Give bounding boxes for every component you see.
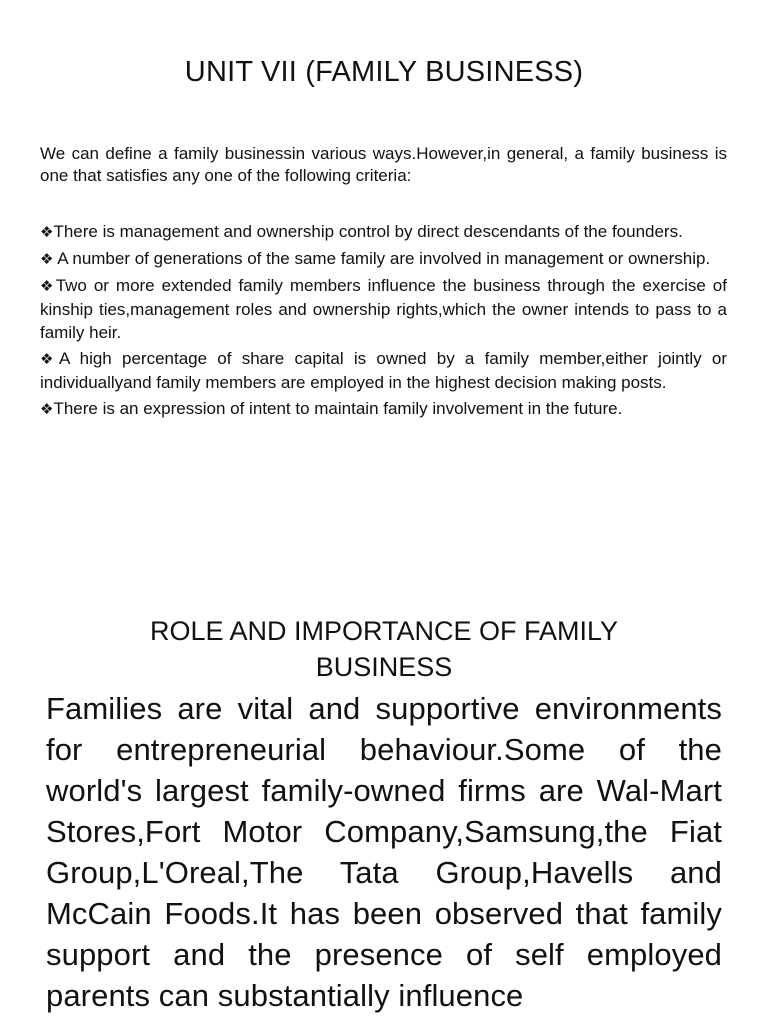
diamond-bullet-icon: ❖: [40, 401, 54, 418]
criteria-text: A high percentage of share capital is owned by a family member,either jointly or individuallyand family members are employed in the highest decision making posts.: [40, 349, 727, 392]
intro-paragraph: We can define a family businessin various ways.However,in general, a family business is one that satisfies any one of the following criteria:: [40, 144, 727, 185]
page-title: UNIT VII (FAMILY BUSINESS): [184, 56, 584, 88]
section-heading: ROLE AND IMPORTANCE OF FAMILY BUSINESS: [149, 616, 619, 682]
criteria-text: There is management and ownership control by direct descendants of the founders.: [53, 222, 683, 241]
list-item: [40, 220, 727, 244]
list-item: [40, 347, 727, 394]
section-body: Families are vital and supportive environments for entrepreneurial behaviour.Some of the world's largest family-owned firms are Wal-Mart Stores,Fort Motor Company,Samsung,the Fiat Group,L'Oreal,The Tata Group,Havells and McCain Foods.It has been observed that family support and the presence of self employed parents can substantially influence: [46, 691, 722, 1013]
list-item: [40, 247, 727, 271]
diamond-bullet-icon: ❖: [40, 251, 54, 268]
criteria-list: [40, 220, 727, 424]
list-item: [40, 274, 727, 344]
criteria-text: Two or more extended family members influence the business through the exercise of kinship ties,management roles and ownership rights,which the owner intends to pass to a family heir.: [40, 276, 727, 342]
diamond-bullet-icon: ❖: [40, 224, 54, 241]
diamond-bullet-icon: ❖: [40, 351, 59, 368]
diamond-bullet-icon: ❖: [40, 278, 56, 295]
criteria-text: There is an expression of intent to maintain family involvement in the future.: [53, 399, 623, 418]
criteria-text: A number of generations of the same family are involved in management or ownership.: [53, 249, 711, 268]
list-item: [40, 397, 727, 421]
